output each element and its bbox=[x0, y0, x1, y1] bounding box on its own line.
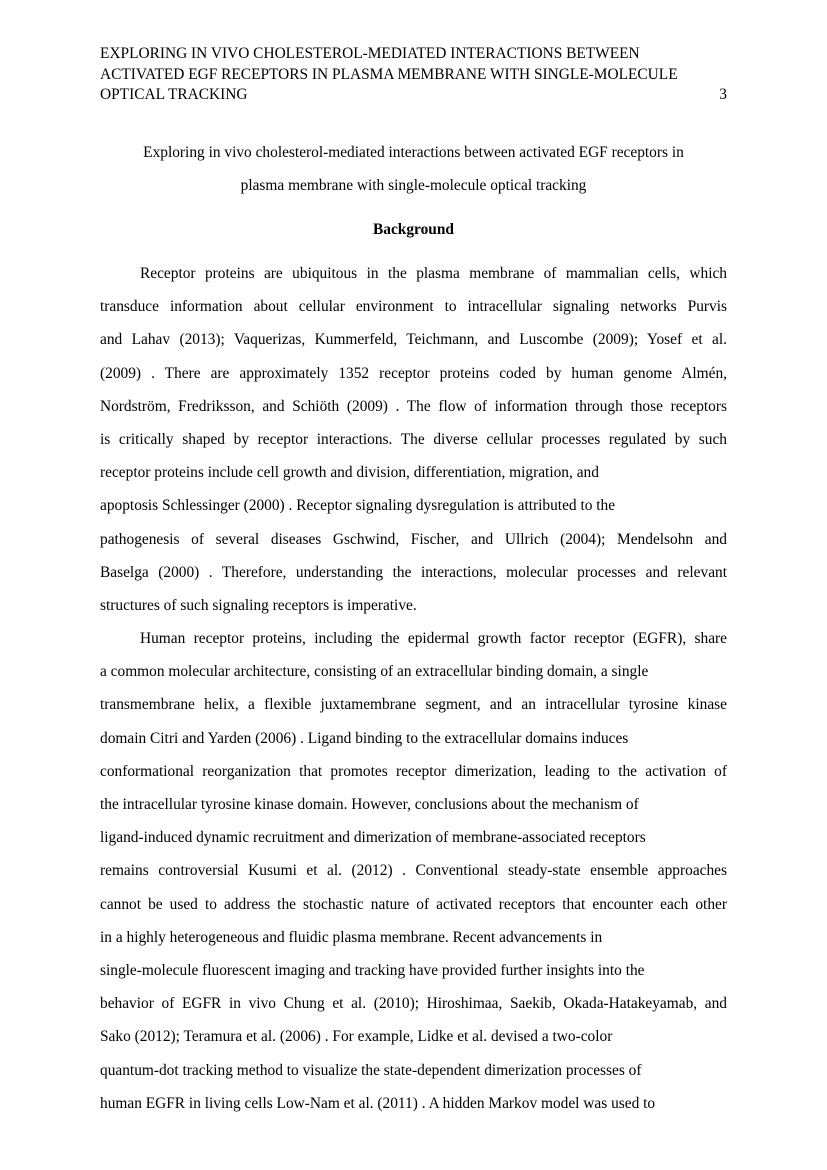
paragraph-line: Baselga (2000) . Therefore, understanding the interactions, molecular processes and relevant bbox=[100, 563, 727, 581]
paragraph-line: (2009) . There are approximately 1352 receptor proteins coded by human genome Almén, bbox=[100, 364, 727, 382]
paragraph-line: pathogenesis of several diseases Gschwind, Fischer, and Ullrich (2004); Mendelsohn and bbox=[100, 530, 727, 548]
paragraph-line: is critically shaped by receptor interactions. The diverse cellular processes regulated by such bbox=[100, 430, 727, 448]
paragraph-line: remains controversial Kusumi et al. (2012) . Conventional steady-state ensemble approaches bbox=[100, 862, 727, 880]
paragraph-line: single-molecule fluorescent imaging and tracking have provided further insights into the bbox=[100, 961, 645, 979]
paragraph-line: Sako (2012); Teramura et al. (2006) . For example, Lidke et al. devised a two-color bbox=[100, 1028, 613, 1046]
paper-title bbox=[100, 136, 727, 202]
running-head-line: ACTIVATED EGF RECEPTORS IN PLASMA MEMBRANE WITH SINGLE-MOLECULE bbox=[100, 65, 678, 83]
section-heading: Background bbox=[373, 221, 454, 238]
paragraph-line: receptor proteins include cell growth and division, differentiation, migration, and bbox=[100, 464, 599, 482]
paragraph-line: cannot be used to address the stochastic nature of activated receptors that encounter each other bbox=[100, 895, 727, 913]
paragraph-line: Receptor proteins are ubiquitous in the plasma membrane of mammalian cells, which bbox=[140, 265, 727, 282]
paragraph-line: conformational reorganization that promotes receptor dimerization, leading to the activation of bbox=[100, 762, 727, 780]
paragraph-line: structures of such signaling receptors is imperative. bbox=[100, 596, 417, 614]
paragraph-line: transmembrane helix, a flexible juxtamembrane segment, and an intracellular tyrosine kinase bbox=[100, 696, 727, 714]
paragraph-line: human EGFR in living cells Low-Nam et al. (2011) . A hidden Markov model was used to bbox=[100, 1094, 656, 1112]
body-text bbox=[100, 257, 727, 1120]
running-head-last-line bbox=[100, 85, 727, 106]
running-head-line: EXPLORING IN VIVO CHOLESTEROL-MEDIATED INTERACTIONS BETWEEN bbox=[100, 45, 640, 62]
paragraph-line: a common molecular architecture, consisting of an extracellular binding domain, a single bbox=[100, 663, 649, 681]
title-line: plasma membrane with single-molecule optical tracking bbox=[240, 177, 587, 195]
paragraph-line: quantum-dot tracking method to visualize the state-dependent dimerization processes of bbox=[100, 1061, 642, 1079]
paragraph-line: apoptosis Schlessinger (2000) . Receptor signaling dysregulation is attributed to the bbox=[100, 497, 616, 515]
title-line: Exploring in vivo cholesterol-mediated interactions between activated EGF receptors in bbox=[143, 144, 684, 161]
running-head bbox=[100, 44, 727, 106]
paragraph-line: transduce information about cellular environment to intracellular signaling networks Purvis bbox=[100, 298, 727, 316]
paragraph-line: in a highly heterogeneous and fluidic plasma membrane. Recent advancements in bbox=[100, 928, 603, 946]
page-number: 3 bbox=[719, 86, 727, 103]
paragraph-line: and Lahav (2013); Vaquerizas, Kummerfeld, Teichmann, and Luscombe (2009); Yosef et al. bbox=[100, 331, 727, 349]
running-head-line: OPTICAL TRACKING bbox=[100, 86, 248, 103]
paragraph-line: Nordström, Fredriksson, and Schiöth (2009) . The flow of information through those receptors bbox=[100, 397, 727, 415]
paragraph-line: Human receptor proteins, including the epidermal growth factor receptor (EGFR), share bbox=[140, 630, 727, 648]
paragraph-line: behavior of EGFR in vivo Chung et al. (2010); Hiroshimaa, Saekib, Okada-Hatakeyamab, and bbox=[100, 995, 727, 1013]
paragraph-line: the intracellular tyrosine kinase domain. However, conclusions about the mechanism of bbox=[100, 796, 639, 813]
paragraph-line: domain Citri and Yarden (2006) . Ligand binding to the extracellular domains induces bbox=[100, 729, 629, 747]
paragraph-line: ligand-induced dynamic recruitment and dimerization of membrane-associated receptors bbox=[100, 829, 646, 847]
